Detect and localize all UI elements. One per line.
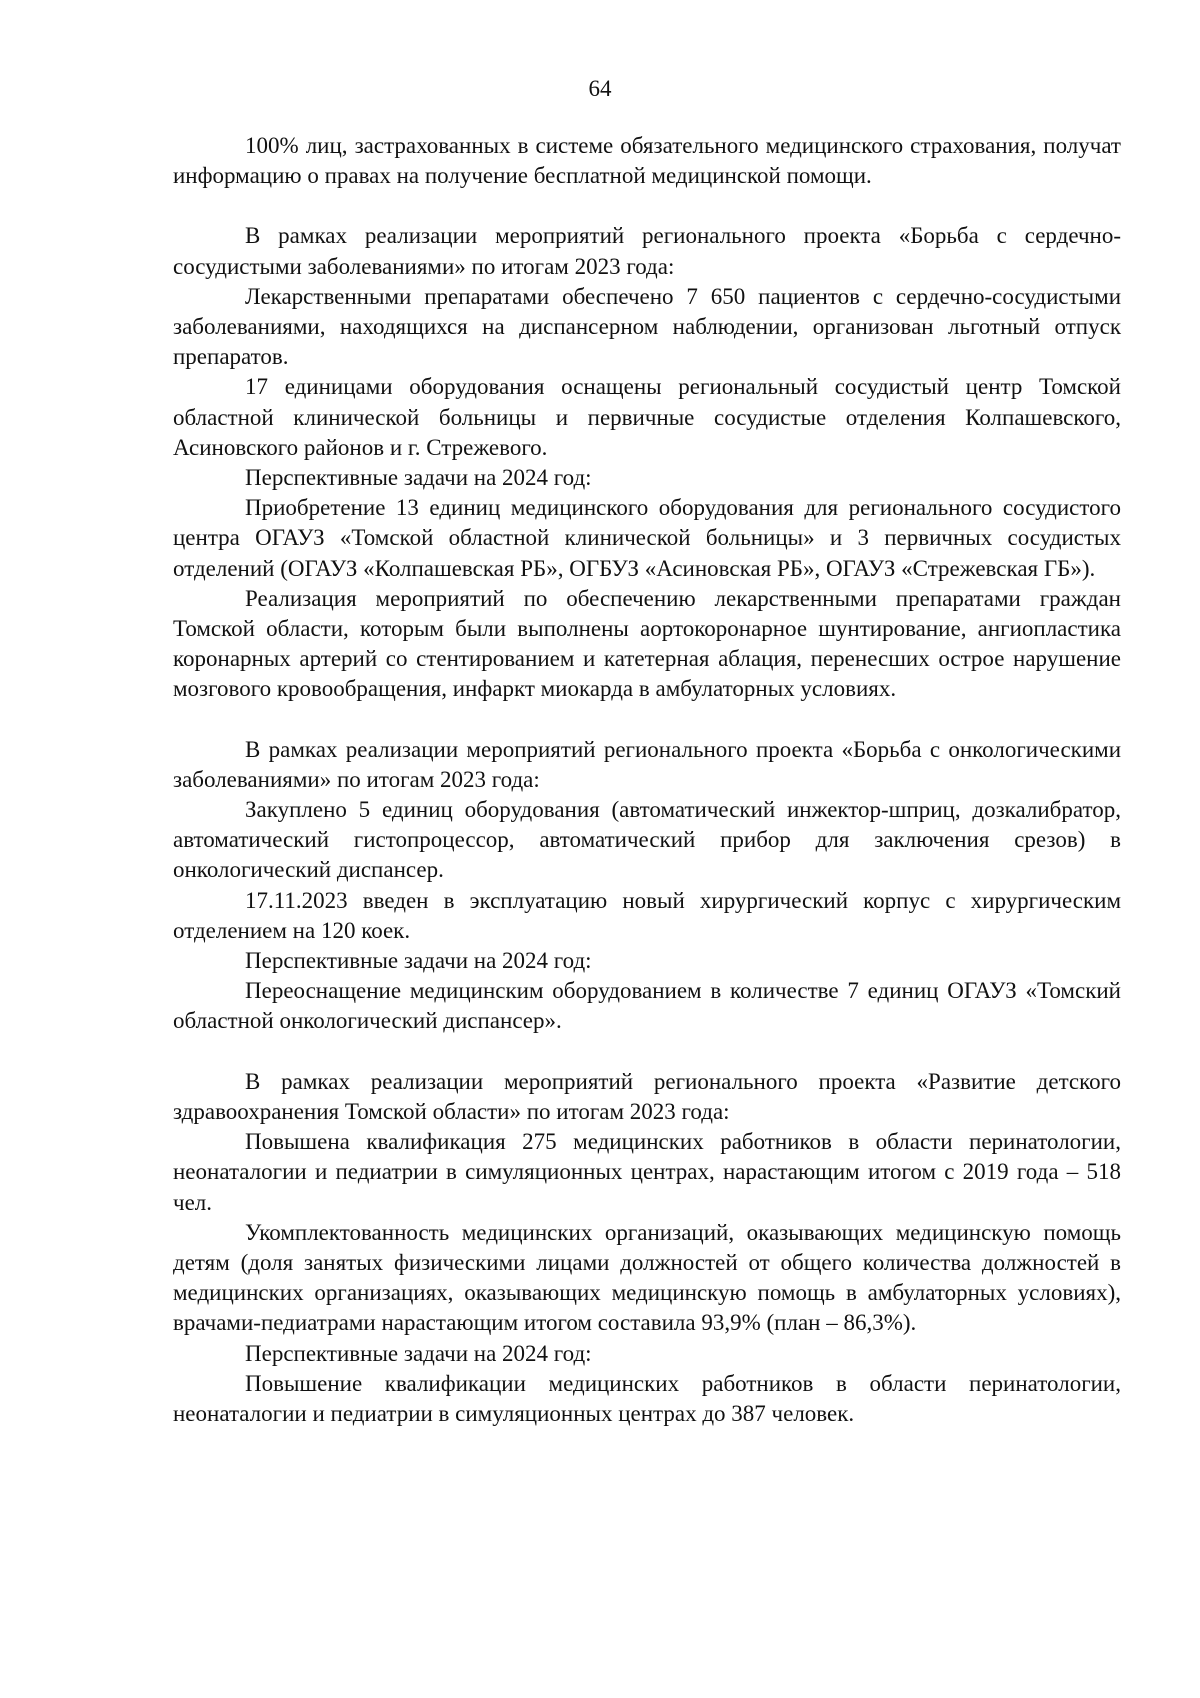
paragraph: Повышена квалификация 275 медицинских работников в области перинатологии, неонаталогии и педиатрии в симуляционных центрах, нарастающим итогом с 2019 года – 518 чел. bbox=[173, 1129, 1121, 1215]
paragraph: Переоснащение медицинским оборудованием в количестве 7 единиц ОГАУЗ «Томский областной онкологический диспансер». bbox=[173, 978, 1121, 1034]
paragraph-tasks-heading: Перспективные задачи на 2024 год: bbox=[245, 948, 592, 974]
paragraph: Повышение квалификации медицинских работников в области перинатологии, неонаталогии и педиатрии в симуляционных центрах до 387 человек. bbox=[173, 1370, 1121, 1426]
section-heading-cardio: В рамках реализации мероприятий регионального проекта «Борьба с сердечно-сосудистыми заболеваниями» по итогам 2023 года: bbox=[173, 223, 1121, 279]
page-number: 64 bbox=[588, 76, 612, 101]
paragraph: 17 единицами оборудования оснащены региональный сосудистый центр Томской областной клинической больницы и первичные сосудистые отделения Колпашевского, Асиновского районов и г. Стрежевого. bbox=[173, 374, 1121, 460]
section-heading-oncology: В рамках реализации мероприятий регионального проекта «Борьба с онкологическими заболеваниями» по итогам 2023 года: bbox=[173, 736, 1121, 792]
paragraph-tasks-heading: Перспективные задачи на 2024 год: bbox=[245, 465, 592, 491]
paragraph: Укомплектованность медицинских организаций, оказывающих медицинскую помощь детям (доля занятых физическими лицами должностей от общего количества должностей в медицинских организациях, оказывающих медицинскую помощь в амбулаторных условиях), врачами-педиатрами нарастающим итогом составила 93,9% (план – 86,3%). bbox=[173, 1219, 1121, 1336]
paragraph: Приобретение 13 единиц медицинского оборудования для регионального сосудистого центра ОГАУЗ «Томской областной клинической больницы» и 3 первичных сосудистых отделений (ОГАУЗ «Колпашевская РБ», ОГБУЗ «Асиновская РБ», ОГАУЗ «Стрежевская ГБ»). bbox=[173, 495, 1121, 581]
paragraph: Лекарственными препаратами обеспечено 7 650 пациентов с сердечно-сосудистыми заболеваниями, находящихся на диспансерном наблюдении, организован льготный отпуск препаратов. bbox=[173, 283, 1121, 370]
document-body bbox=[173, 131, 1121, 1429]
paragraph: Закуплено 5 единиц оборудования (автоматический инжектор-шприц, дозкалибратор, автоматический гистопроцессор, автоматический прибор для заключения срезов) в онкологический диспансер. bbox=[173, 797, 1121, 883]
section-heading-child-health: В рамках реализации мероприятий регионального проекта «Развитие детского здравоохранения Томской области» по итогам 2023 года: bbox=[173, 1068, 1121, 1124]
paragraph-tasks-heading: Перспективные задачи на 2024 год: bbox=[245, 1340, 592, 1366]
paragraph: Реализация мероприятий по обеспечению лекарственными препаратами граждан Томской области, которым были выполнены аортокоронарное шунтирование, ангиопластика коронарных артерий со стентированием и катетерная аблация, перенесших острое нарушение мозгового кровообращения, инфаркт миокарда в амбулаторных условиях. bbox=[173, 585, 1121, 702]
paragraph: 17.11.2023 введен в эксплуатацию новый хирургический корпус с хирургическим отделением на 120 коек. bbox=[173, 887, 1121, 943]
paragraph: 100% лиц, застрахованных в системе обязательного медицинского страхования, получат информацию о правах на получение бесплатной медицинской помощи. bbox=[173, 133, 1121, 189]
